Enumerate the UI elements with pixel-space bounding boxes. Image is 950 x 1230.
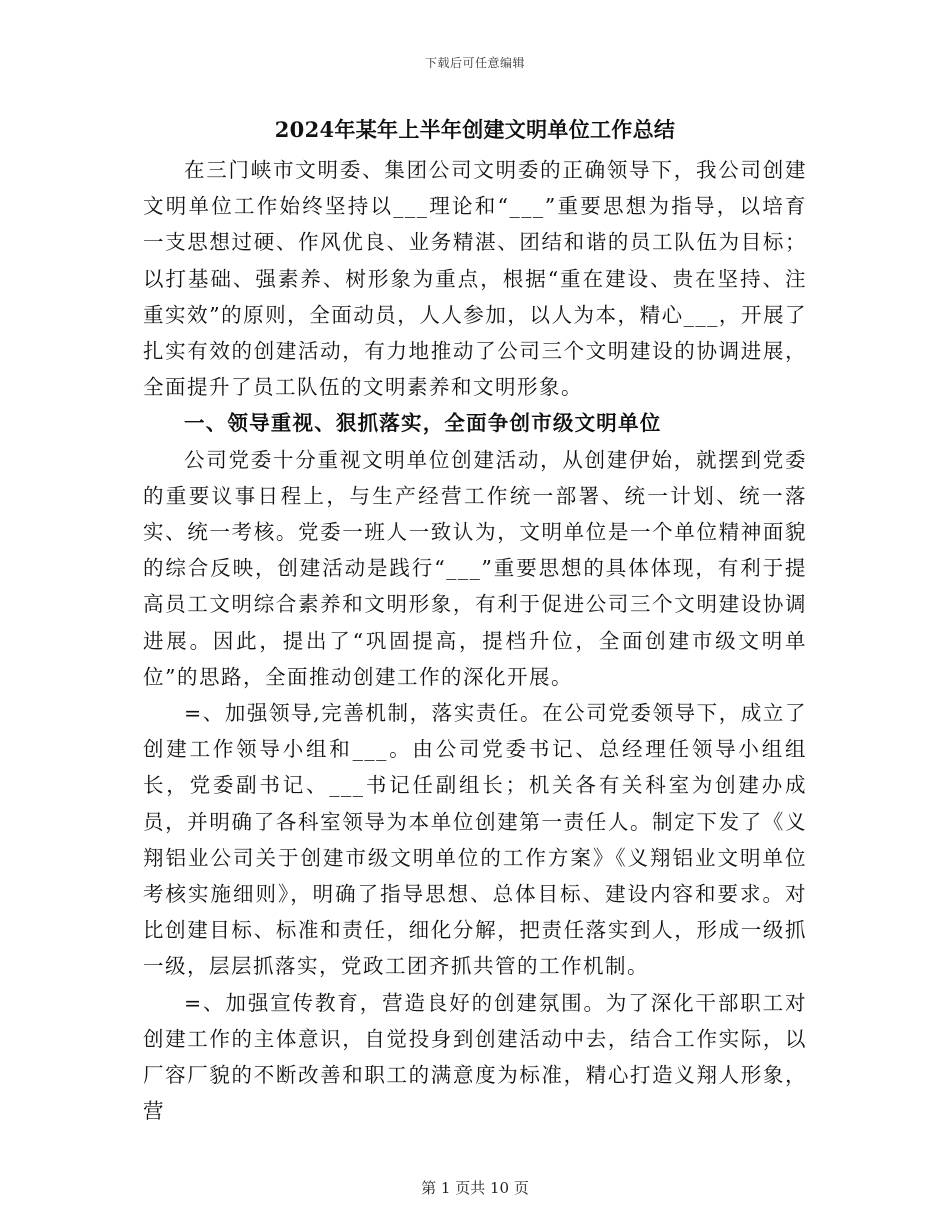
section-heading-1: 一、领导重视、狠抓落实，全面争创市级文明单位 [184,411,662,436]
intro-paragraph: 在三门峡市文明委、集团公司文明委的正确领导下，我公司创建文明单位工作始终坚持以___理论和“___”重要思想为指导，以培育一支思想过硬、作风优良、业务精湛、团结和谐的员工队伍为目标；以打基础、强素养、树形象为重点，根据“重在建设、贵在坚持、注重实效”的原则，全面动员，人人参加，以人为本，精心___，开展了扎实有效的创建活动，有力地推动了公司三个文明建设的协调进展，全面提升了员工队伍的文明素养和文明形象。 [143,158,807,400]
page-header: 下载后可任意编辑 [424,56,525,70]
leadership-paragraph: =、加强领导,完善机制，落实责任。在公司党委领导下，成立了创建工作领导小组和___。由公司党委书记、总经理任领导小组组长，党委副书记、___书记任副组长；机关各有关科室为创建办成员，并明确了各科室领导为本单位创建第一责任人。制定下发了《义翔铝业公司关于创建市级文明单位的工作方案》《义翔铝业文明单位考核实施细则》，明确了指导思想、总体目标、建设内容和要求。对比创建目标、标准和责任，细化分解，把责任落实到人，形成一级抓一级，层层抓落实，党政工团齐抓共管的工作机制。 [143,701,807,979]
section-1-paragraph: 公司党委十分重视文明单位创建活动，从创建伊始，就摆到党委的重要议事日程上，与生产经营工作统一部署、统一计划、统一落实、统一考核。党委一班人一致认为，文明单位是一个单位精神面貌的综合反映，创建活动是践行“___”重要思想的具体体现，有利于提高员工文明综合素养和文明形象，有利于促进公司三个文明建设协调进展。因此，提出了“巩固提高，提档升位，全面创建市级文明单位”的思路，全面推动创建工作的深化开展。 [143,447,807,689]
publicity-paragraph: =、加强宣传教育，营造良好的创建氛围。为了深化干部职工对创建工作的主体意识，自觉投身到创建活动中去，结合工作实际，以厂容厂貌的不断改善和职工的满意度为标准，精心打造义翔人形象，营 [143,990,807,1124]
document-body [143,112,807,1129]
document-title: 2024年某年上半年创建文明单位工作总结 [274,117,676,142]
page-footer: 第 1 页共 10 页 [421,1179,529,1197]
